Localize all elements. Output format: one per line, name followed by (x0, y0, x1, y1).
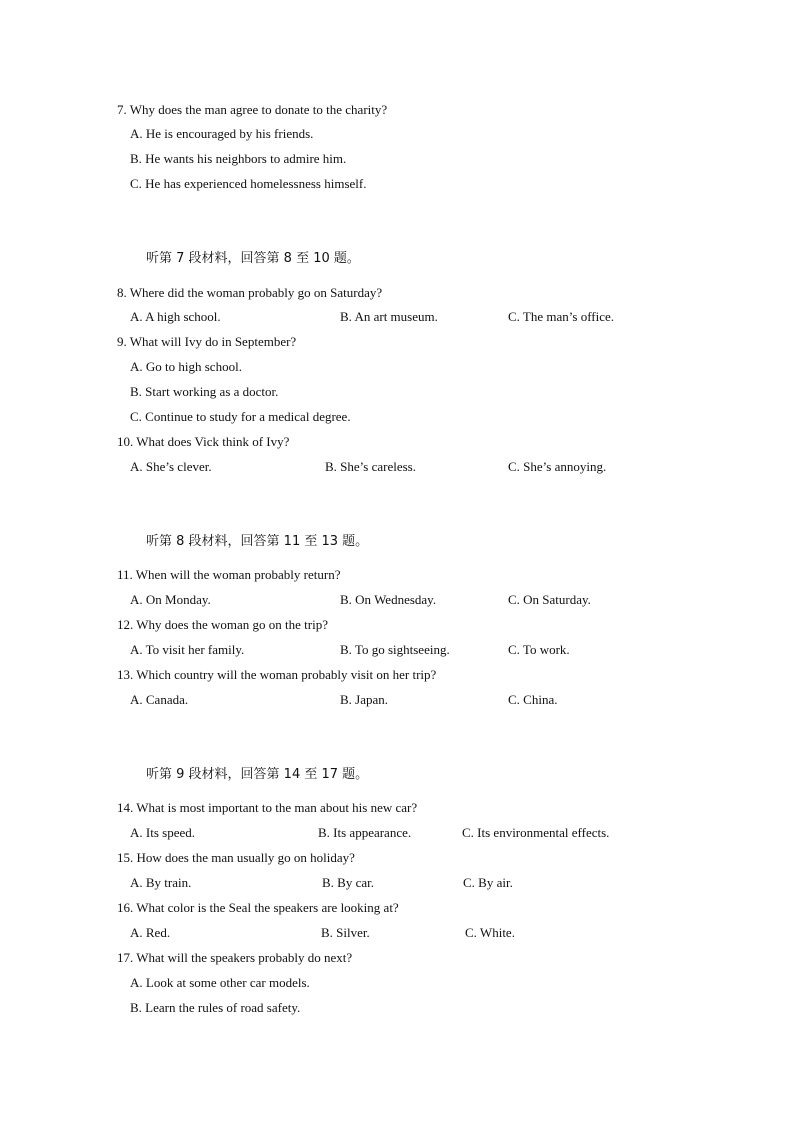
q13-option-c: C. China. (508, 692, 558, 707)
q9-option-c: C. Continue to study for a medical degree. (130, 409, 351, 424)
q14-option-b: B. Its appearance. (318, 825, 412, 840)
q9-option-b: B. Start working as a doctor. (130, 384, 279, 399)
question-12: 12. Why does the woman go on the trip? (117, 617, 328, 632)
q10-option-b: B. She’s careless. (325, 459, 416, 474)
q12-option-c: C. To work. (508, 642, 570, 657)
q16-option-c: C. White. (465, 925, 515, 940)
q11-option-b: B. On Wednesday. (340, 592, 437, 607)
question-16: 16. What color is the Seal the speakers are looking at? (117, 900, 399, 915)
section-heading-9: 听第 9 段材料，回答第 14 至 17 题。 (146, 767, 369, 782)
q15-option-a: A. By train. (130, 875, 192, 890)
q15-options-row (0, 875, 794, 891)
q9-option-a: A. Go to high school. (130, 359, 242, 374)
q11-options-row (0, 592, 794, 608)
question-9: 9. What will Ivy do in September? (117, 334, 297, 349)
q10-option-a: A. She’s clever. (130, 459, 212, 474)
q14-option-c: C. Its environmental effects. (462, 825, 610, 840)
q14-options-row (0, 825, 794, 841)
q12-option-b: B. To go sightseeing. (340, 642, 450, 657)
question-14: 14. What is most important to the man about his new car? (117, 800, 418, 815)
question-10: 10. What does Vick think of Ivy? (117, 434, 290, 449)
q16-option-b: B. Silver. (321, 925, 370, 940)
question-7: 7. Why does the man agree to donate to the charity? (117, 102, 388, 117)
q15-option-b: B. By car. (322, 875, 374, 890)
q8-options-row (0, 309, 794, 325)
q10-options-row (0, 459, 794, 475)
q15-option-c: C. By air. (463, 875, 513, 890)
q12-option-a: A. To visit her family. (130, 642, 245, 657)
q12-options-row (0, 642, 794, 658)
q8-option-c: C. The man’s office. (508, 309, 615, 324)
question-13: 13. Which country will the woman probably visit on her trip? (117, 667, 437, 682)
q13-option-a: A. Canada. (130, 692, 189, 707)
q8-option-b: B. An art museum. (340, 309, 438, 324)
q17-option-b: B. Learn the rules of road safety. (130, 1000, 301, 1015)
q11-option-a: A. On Monday. (130, 592, 211, 607)
q7-option-b: B. He wants his neighbors to admire him. (130, 151, 347, 166)
question-17: 17. What will the speakers probably do next? (117, 950, 353, 965)
question-8: 8. Where did the woman probably go on Saturday? (117, 285, 383, 300)
q16-options-row (0, 925, 794, 941)
q16-option-a: A. Red. (130, 925, 171, 940)
q13-option-b: B. Japan. (340, 692, 389, 707)
q7-option-a: A. He is encouraged by his friends. (130, 126, 314, 141)
q7-option-c: C. He has experienced homelessness himself. (130, 176, 367, 191)
q10-option-c: C. She’s annoying. (508, 459, 607, 474)
q13-options-row (0, 692, 794, 708)
q8-option-a: A. A high school. (130, 309, 221, 324)
question-15: 15. How does the man usually go on holiday? (117, 850, 355, 865)
q11-option-c: C. On Saturday. (508, 592, 591, 607)
section-heading-8: 听第 8 段材料，回答第 11 至 13 题。 (146, 534, 369, 549)
section-heading-7: 听第 7 段材料，回答第 8 至 10 题。 (146, 251, 360, 266)
q14-option-a: A. Its speed. (130, 825, 195, 840)
question-11: 11. When will the woman probably return? (117, 567, 341, 582)
q17-option-a: A. Look at some other car models. (130, 975, 310, 990)
